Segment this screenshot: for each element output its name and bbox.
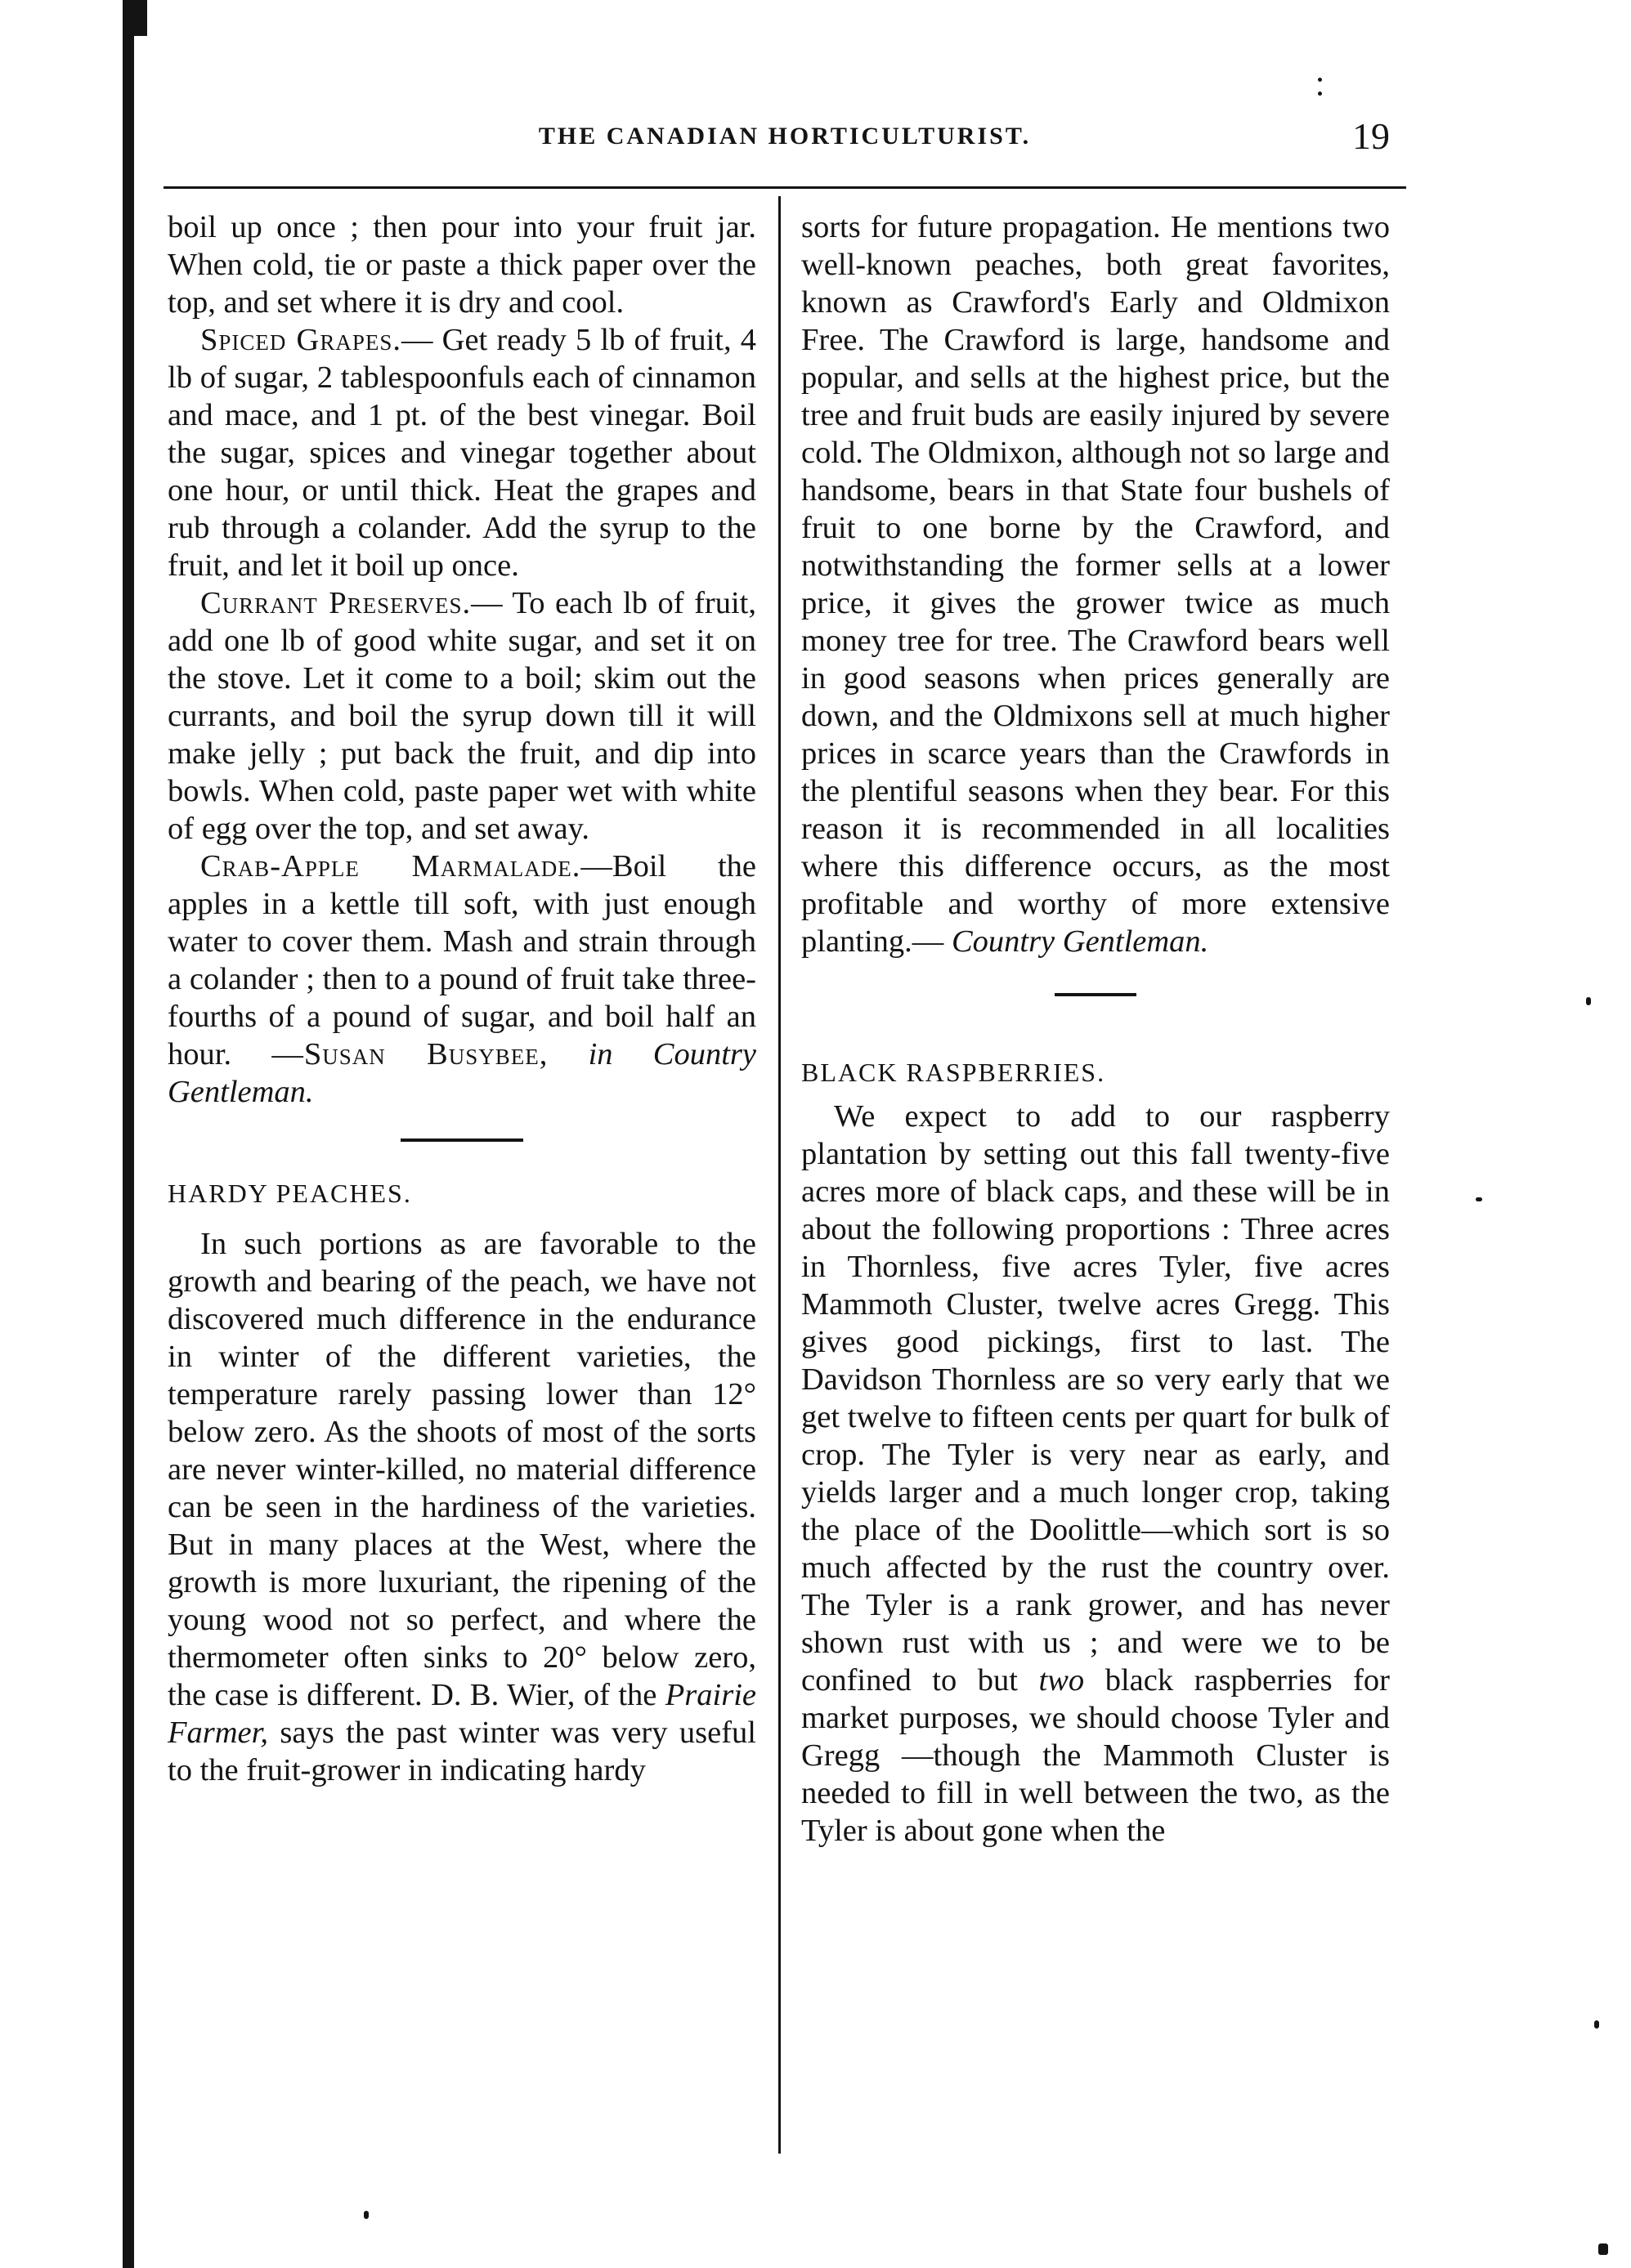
peach-continuation-text: sorts for future propagation. He mentions two well-known peaches, both great favorites, known as Crawford's Early and Oldmixon Free. The Crawford is large, handsome and popular, and sells at the highest price, but the tree and fruit buds are easily injured by severe cold. The Oldmixon, although not so large and handsome, bears in that State four bushels of fruit to one borne by the Crawford, and notwithstanding the former sells at a lower price, it gives the grower twice as much money tree for tree. The Crawford bears well in good seasons when prices generally are down, and the Oldmixons sell at much higher prices in scarce years than the Crawfords in the plentiful seasons when they bear. For this reason it is recommended in all localities where this difference occurs, as the most profitable and worthy of more extensive planting.— — [801, 210, 1390, 959]
currant-preserves-text: — To each lb of fruit, add one lb of good white sugar, and set it on the stove. Let it come to a boil; skim out the currants, and boil the syrup down till it will make jelly ; put back the fruit, and dip into bowls. When cold, paste paper wet with white of egg over the top, and set away. — [168, 586, 756, 846]
spiced-grapes-text: — Get ready 5 lb of fruit, 4 lb of sugar, 2 tablespoonfuls each of cinnamon and mace, and 1 pt. of the best vinegar. Boil the sugar, spices and vinegar together about one hour, or until thick. Heat the grapes and rub through a colander. Add the syrup to the fruit, and let it boil up once. — [168, 323, 757, 583]
binding-edge — [123, 0, 134, 2268]
crab-apple-paragraph — [168, 848, 756, 1111]
page-number: 19 — [1352, 115, 1390, 157]
currant-preserves-title: Currant Preserves. — [200, 586, 472, 620]
black-raspberries-heading: BLACK RASPBERRIES. — [801, 1058, 1106, 1087]
hardy-peaches-text: In such portions as are favorable to the growth and bearing of the peach, we have not discovered much difference in the endurance in winter of the different varieties, the temperature rarely passing lower than 12° below zero. As the shoots of most of the sorts are never winter-killed, no material difference can be seen in the hardiness of the varieties. But in many places at the West, where the growth is more luxuriant, the ripening of the young wood not so perfect, and where the thermometer often sinks to 20° below zero, the case is different. D. B. Wier, of the — [168, 1227, 756, 1712]
prairie-farmer: Prairie Farmer, — [168, 1678, 756, 1750]
speck-mark — [1598, 2243, 1608, 2255]
black-raspberries-text: We expect to add to our raspberry plantation by setting out this fall twenty-five acres more of black caps, and these will be in about the following proportions : Three acres in Thornless, five acres Tyler, five acres Mammoth Cluster, twelve acres Gregg. This gives good pickings, first to last. The Davidson Thornless are so very early that we get twelve to fifteen cents per quart for bulk of crop. The Tyler is very near as early, and yields larger and a much longer crop, taking the place of the Doolittle—which sort is so much affected by the rust the country over. The Tyler is a rank grower, and has never shown rust with us ; and were we to be confined to but — [801, 1099, 1390, 1698]
right-column — [801, 208, 1390, 1850]
header-rule — [164, 186, 1406, 189]
speck-mark — [1318, 92, 1322, 96]
running-title: THE CANADIAN HORTICULTURIST. — [538, 123, 1032, 150]
left-column — [168, 208, 756, 1789]
hardy-peaches-paragraph — [168, 1225, 756, 1789]
spiced-grapes-title: Spiced Grapes. — [200, 323, 402, 357]
peach-continuation — [801, 208, 1390, 960]
speck-mark — [1594, 2020, 1599, 2029]
currant-preserves-paragraph — [168, 584, 756, 848]
crab-apple-title: Crab-Apple Marmalade. — [200, 849, 581, 883]
two-word: two — [1038, 1663, 1085, 1698]
hardy-peaches-heading: HARDY PEACHES. — [168, 1179, 412, 1208]
signature-source: in Country Gentleman. — [168, 1037, 757, 1109]
crab-apple-text: —Boil the apples in a kettle till soft, with just enough water to cover them. Mash and strain through a colander ; then to a pound of fruit take three-fourths of a pound of sugar, and boil half an hour. — [168, 849, 756, 1071]
speck-mark — [1476, 1197, 1482, 1201]
peach-source: Country Gentleman. — [951, 924, 1209, 959]
black-raspberries-paragraph — [801, 1098, 1390, 1850]
speck-mark — [364, 2211, 369, 2219]
speck-mark — [1586, 997, 1591, 1005]
column-divider — [778, 196, 781, 2154]
recipe-continuation: boil up once ; then pour into your fruit jar. When cold, tie or paste a thick paper over the top, and set where it is dry and cool. — [168, 210, 756, 320]
signature-name: —Susan Busybee, — [271, 1037, 549, 1071]
binding-notch — [123, 0, 147, 36]
running-head — [164, 115, 1406, 172]
black-raspberries-text-end: black raspberries for market purposes, we should choose Tyler and Gregg —though the Mammoth Cluster is needed to fill in well between the two, as the Tyler is about gone when the — [801, 1663, 1391, 1848]
hardy-peaches-text-end: says the past winter was very useful to the fruit-grower in indicating hardy — [168, 1716, 756, 1787]
speck-mark — [1318, 78, 1322, 82]
spiced-grapes-paragraph — [168, 321, 756, 584]
